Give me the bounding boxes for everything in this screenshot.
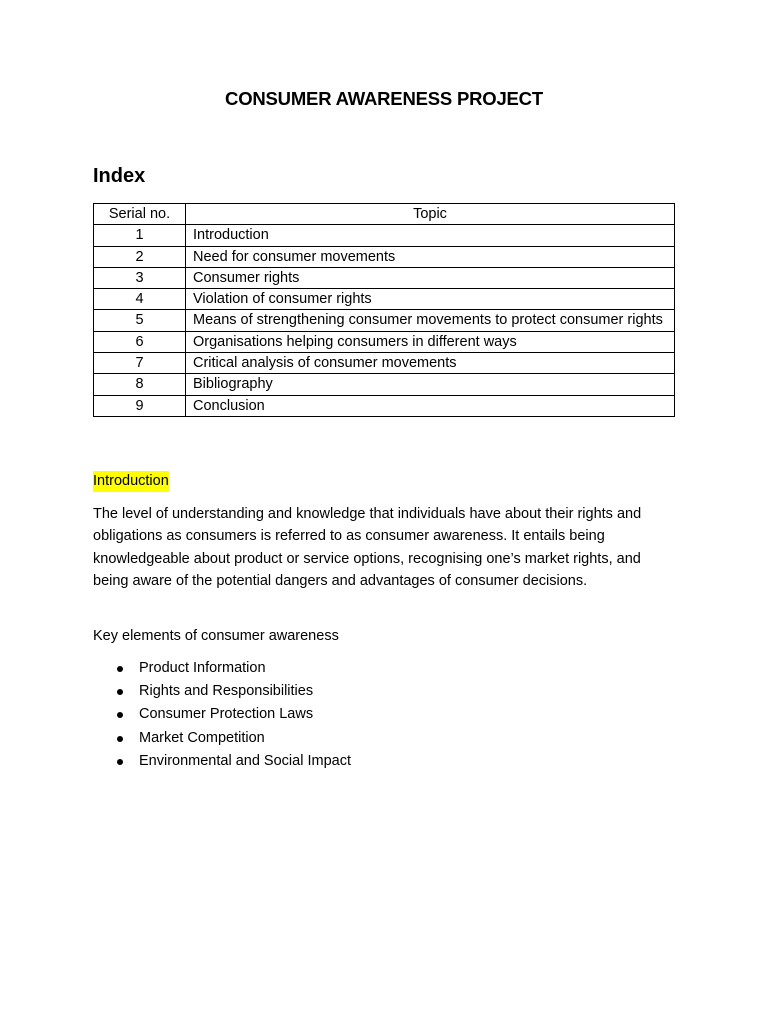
list-item — [93, 680, 351, 703]
bullet-icon — [117, 666, 123, 672]
table-row — [94, 267, 675, 288]
table-row — [94, 289, 675, 310]
topic-cell: Critical analysis of consumer movements — [186, 353, 675, 374]
bullet-icon — [117, 759, 123, 765]
topic-cell: Violation of consumer rights — [186, 289, 675, 310]
bullet-icon — [117, 712, 123, 718]
serial-cell: 7 — [94, 353, 186, 374]
bullet-icon — [117, 689, 123, 695]
list-item — [93, 657, 351, 680]
table-row — [94, 374, 675, 395]
serial-cell: 5 — [94, 310, 186, 331]
list-item-label: Environmental and Social Impact — [139, 752, 351, 769]
topic-cell: Consumer rights — [186, 267, 675, 288]
topic-cell: Organisations helping consumers in different ways — [186, 331, 675, 352]
list-item-label: Consumer Protection Laws — [139, 706, 314, 723]
document-title: CONSUMER AWARENESS PROJECT — [225, 88, 543, 109]
table-row — [94, 331, 675, 352]
topic-cell: Need for consumer movements — [186, 246, 675, 267]
key-elements-heading: Key elements of consumer awareness — [93, 628, 339, 644]
serial-cell: 8 — [94, 374, 186, 395]
key-elements-list — [93, 657, 351, 773]
list-item-label: Market Competition — [139, 729, 265, 746]
table-row — [94, 246, 675, 267]
list-item — [93, 703, 351, 726]
serial-cell: 9 — [94, 395, 186, 416]
serial-cell: 2 — [94, 246, 186, 267]
introduction-paragraph: The level of understanding and knowledge that individuals have about their rights and obligations as consumers is referred to as consumer awareness. It entails being knowledgeable about product or service options, recognising one’s market rights, and being aware of the potential dangers and advantages of consumer decisions. — [93, 506, 642, 590]
list-item — [93, 727, 351, 750]
index-heading: Index — [93, 165, 146, 187]
list-item-label: Product Information — [139, 660, 266, 676]
serial-cell: 6 — [94, 331, 186, 352]
serial-cell: 4 — [94, 289, 186, 310]
topic-cell: Bibliography — [186, 374, 675, 395]
topic-cell: Means of strengthening consumer movements to protect consumer rights — [186, 310, 675, 331]
list-item-label: Rights and Responsibilities — [139, 683, 314, 700]
topic-cell: Conclusion — [186, 395, 675, 416]
table-row — [94, 310, 675, 331]
topic-cell: Introduction — [186, 225, 675, 246]
bullet-icon — [117, 736, 123, 742]
index-table — [93, 203, 675, 417]
introduction-heading: Introduction — [93, 471, 169, 492]
serial-column-header: Serial no. — [94, 204, 186, 225]
table-row — [94, 395, 675, 416]
topic-column-header: Topic — [186, 204, 675, 225]
serial-cell: 1 — [94, 225, 186, 246]
serial-cell: 3 — [94, 267, 186, 288]
list-item — [93, 750, 351, 773]
table-row — [94, 225, 675, 246]
table-header-row — [94, 204, 675, 225]
table-row — [94, 353, 675, 374]
